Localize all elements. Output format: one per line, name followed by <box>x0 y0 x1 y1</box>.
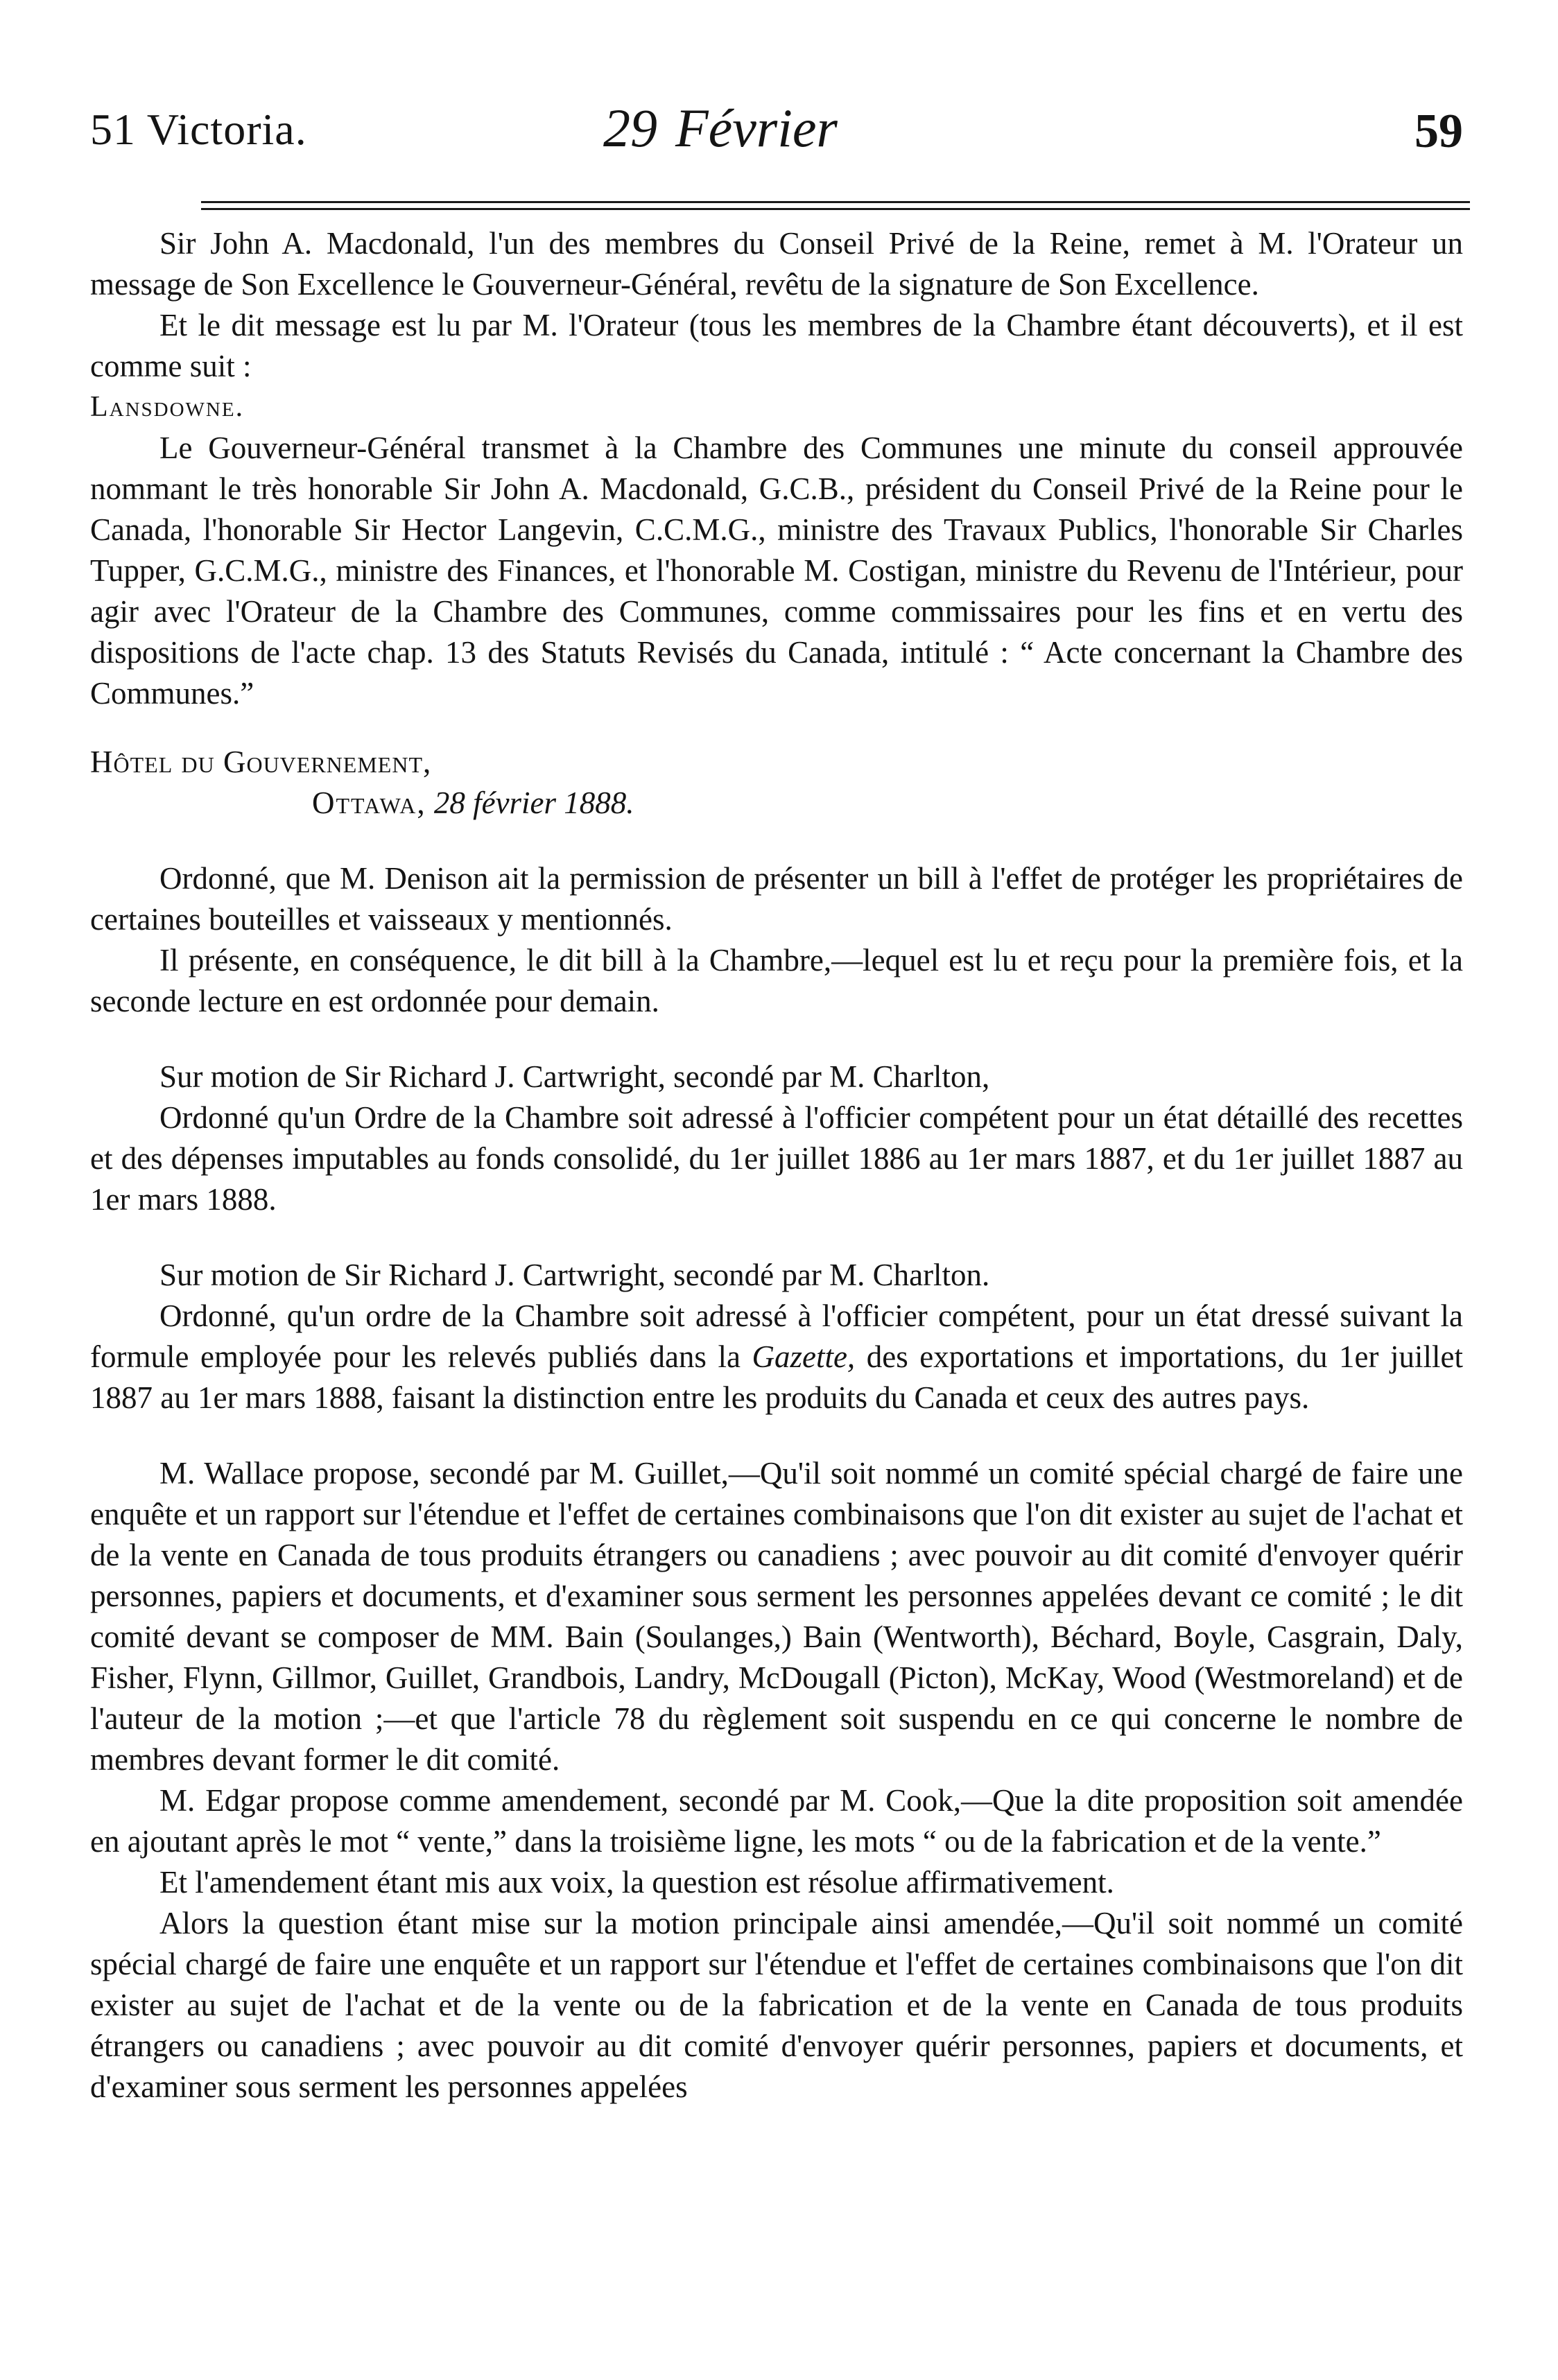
paragraph-amendment-resolved: Et l'amendement étant mis aux voix, la question est résolue affirmativement. <box>159 1865 1114 1900</box>
header-rule-top <box>201 201 1470 203</box>
session-label: 51 Victoria. <box>90 105 307 154</box>
paragraph-message-delivery: Sir John A. Macdonald, l'un des membres du Conseil Privé de la Reine, remet à M. l'Orateur un message de Son Excellence le Gouverneur-Général, revêtu de la signature de Son Excellence. <box>90 226 1463 302</box>
header-rule-bottom <box>201 208 1470 210</box>
header-date-month: Février <box>675 98 838 158</box>
order-statement-2-part-b: des exportations et importations, du 1er juillet 1887 au 1er mars 1888, faisant la distinction entre les produits du Canada et ceux des autres pays. <box>90 1339 1463 1415</box>
signature-lansdowne: Lansdowne. <box>90 391 245 423</box>
dated-date: 28 février 1888. <box>433 785 634 820</box>
paragraph-governor-minute: Le Gouverneur-Général transmet à la Chambre des Communes une minute du conseil approuvée nommant le très honorable Sir John A. Macdonald, G.C.B., président du Conseil Privé de la Reine pour le Canada, l'honorable Sir Hector Langevin, C.C.M.G., ministre des Travaux Publics, l'honorable Sir Charles Tupper, G.C.M.G., ministre des Finances, et l'honorable M. Costigan, ministre du Revenu de l'Intérieur, pour agir avec l'Orateur de la Chambre des Communes, comme commissaires pour les fins et en vertu des dispositions de l'acte chap. 13 des Statuts Revisés du Canada, intitulé : “ Acte concernant la Chambre des Communes.” <box>90 431 1463 711</box>
header-date-day: 29 <box>603 98 657 158</box>
document-body <box>90 223 1463 2108</box>
gazette-reference: Gazette, <box>752 1339 856 1374</box>
paragraph-wallace-motion: M. Wallace propose, secondé par M. Guillet,—Qu'il soit nommé un comité spécial chargé de faire une enquête et un rapport sur l'étendue et l'effet de certaines combinaisons que l'on dit exister au sujet de l'achat et de la vente en Canada de tous produits étrangers ou canadiens ; avec pouvoir au dit comité d'envoyer quérir personnes, papiers et documents, et d'examiner sous serment les personnes appelées devant ce comité ; le dit comité devant se composer de MM. Bain (Soulanges,) Bain (Wentworth), Béchard, Boyle, Casgrain, Daly, Fisher, Flynn, Gillmor, Guillet, Grandbois, Landry, McDougall (Picton), McKay, Wood (Westmoreland) et de l'auteur de la motion ;—et que l'article 78 du règlement soit suspendu en ce qui concerne le nombre de membres devant former le dit comité. <box>90 1456 1463 1777</box>
paragraph-main-motion-amended: Alors la question étant mise sur la motion principale ainsi amendée,—Qu'il soit nommé un comité spécial chargé de faire une enquête et un rapport sur l'étendue et l'effet de certaines combinaisons que l'on dit exister au sujet de l'achat et de la vente ou de la fabrication et de la vente en Canada de tous produits étrangers ou canadiens ; avec pouvoir au dit comité d'envoyer quérir personnes, papiers et documents, et d'examiner sous serment les personnes appelées <box>90 1906 1463 2104</box>
paragraph-denison-order: Ordonné, que M. Denison ait la permission de présenter un bill à l'effet de protéger les propriétaires de certaines bouteilles et vaisseaux y mentionnés. <box>90 861 1463 937</box>
paragraph-order-statement-2 <box>90 1296 1463 1418</box>
paragraph-message-read: Et le dit message est lu par M. l'Orateur (tous les membres de la Chambre étant découverts), et il est comme suit : <box>90 308 1463 383</box>
header-date <box>603 97 838 159</box>
dated-city: Ottawa, <box>312 785 426 820</box>
paragraph-motion-cartwright-2: Sur motion de Sir Richard J. Cartwright, secondé par M. Charlton. <box>159 1258 990 1292</box>
page-header <box>90 97 1463 173</box>
paragraph-bill-first-reading: Il présente, en conséquence, le dit bill à la Chambre,—lequel est lu et reçu pour la première fois, et la seconde lecture en est ordonnée pour demain. <box>90 943 1463 1018</box>
page-number: 59 <box>1414 105 1463 158</box>
dated-place: Hôtel du Gouvernement, <box>90 745 432 779</box>
paragraph-order-statement-1: Ordonné qu'un Ordre de la Chambre soit adressé à l'officier compétent pour un état détaillé des recettes et des dépenses imputables au fonds consolidé, du 1er juillet 1886 au 1er mars 1887, et du 1er juillet 1887 au 1er mars 1888. <box>90 1100 1463 1217</box>
dated-city-date <box>90 783 1463 824</box>
order-statement-2-part-a: Ordonné, qu'un ordre de la Chambre soit adressé à l'officier compétent, pour un état dressé suivant la formule employée pour les relevés publiés dans la <box>90 1298 1463 1374</box>
dated-block <box>90 742 1463 824</box>
paragraph-edgar-amendment: M. Edgar propose comme amendement, secondé par M. Cook,—Que la dite proposition soit amendée en ajoutant après le mot “ vente,” dans la troisième ligne, les mots “ ou de la fabrication et de la vente.” <box>90 1783 1463 1859</box>
paragraph-motion-cartwright-1: Sur motion de Sir Richard J. Cartwright, secondé par M. Charlton, <box>159 1059 990 1094</box>
